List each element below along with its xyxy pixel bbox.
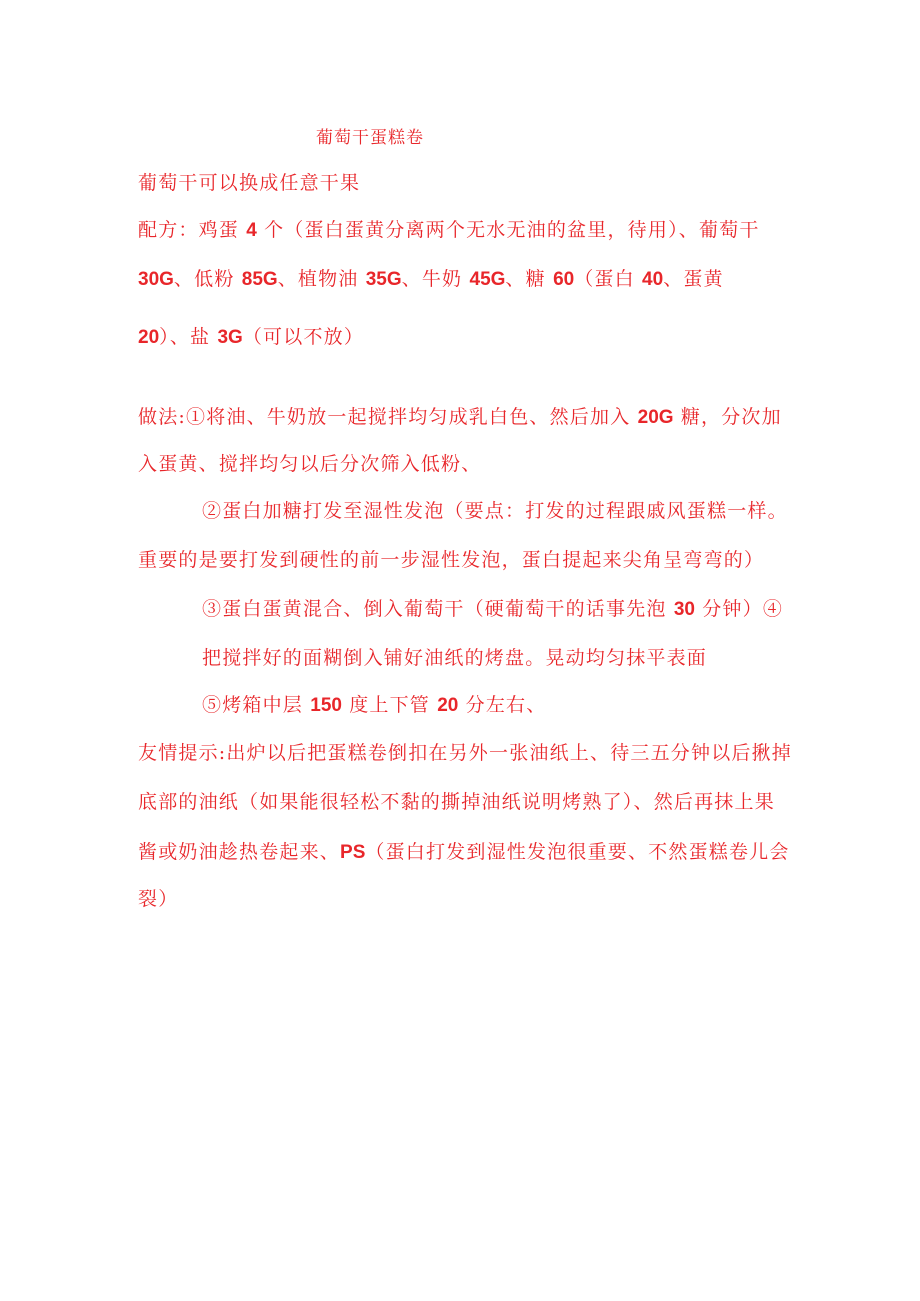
method-line: 重要的是要打发到硬性的前一步湿性发泡，蛋白提起来尖角呈弯弯的） bbox=[138, 549, 765, 571]
tips-line: 友情提示:出炉以后把蛋糕卷倒扣在另外一张油纸上、待三五分钟以后揪掉 bbox=[138, 742, 793, 764]
method-step-2: ②蛋白加糖打发至湿性发泡（要点：打发的过程跟戚风蛋糕一样。 bbox=[202, 500, 788, 522]
method-line: 入蛋黄、搅拌均匀以后分次筛入低粉、 bbox=[138, 453, 482, 475]
page-title: 葡萄干蛋糕卷 bbox=[316, 128, 424, 148]
tips-line: 底部的油纸（如果能很轻松不黏的撕掉油纸说明烤熟了）、然后再抹上果 bbox=[138, 791, 775, 813]
method-step-3: ③蛋白蛋黄混合、倒入葡萄干（硬葡萄干的话事先泡 30 分钟）④ bbox=[202, 598, 784, 620]
recipe-line: 30G、低粉 85G、植物油 35G、牛奶 45G、糖 60（蛋白 40、蛋黄 bbox=[138, 268, 724, 290]
method-line: 做法:①将油、牛奶放一起搅拌均匀成乳白色、然后加入 20G 糖，分次加 bbox=[138, 406, 782, 428]
recipe-line: 配方：鸡蛋 4 个（蛋白蛋黄分离两个无水无油的盆里，待用）、葡萄干 bbox=[138, 219, 760, 241]
tips-line: 裂） bbox=[138, 888, 179, 910]
tips-line: 酱或奶油趁热卷起来、PS（蛋白打发到湿性发泡很重要、不然蛋糕卷儿会 bbox=[138, 841, 790, 863]
recipe-line: 20）、盐 3G（可以不放） bbox=[138, 326, 365, 348]
method-step-4: 把搅拌好的面糊倒入铺好油纸的烤盘。晃动均匀抹平表面 bbox=[202, 647, 708, 669]
subtitle-note: 葡萄干可以换成任意干果 bbox=[138, 172, 361, 194]
method-step-5: ⑤烤箱中层 150 度上下管 20 分左右、 bbox=[202, 694, 547, 716]
